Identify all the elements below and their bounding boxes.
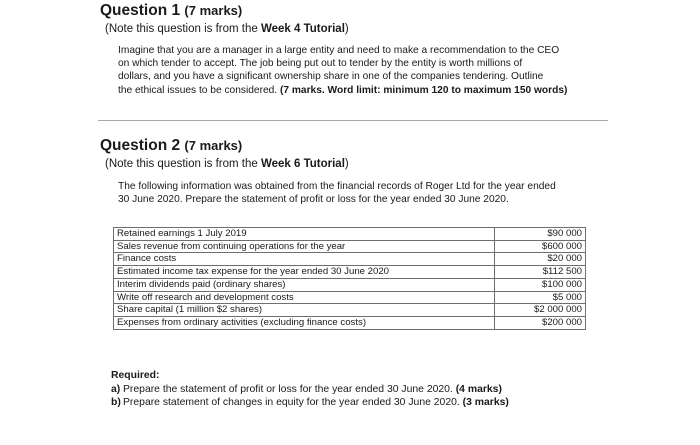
question-1-marks: (7 marks) <box>184 3 243 18</box>
row-label: Retained earnings 1 July 2019 <box>114 228 495 241</box>
row-amount: $90 000 <box>495 228 586 241</box>
question-2-paragraph <box>118 180 618 206</box>
paragraph-line <box>118 84 618 97</box>
row-amount: $100 000 <box>495 278 586 291</box>
question-2-note <box>105 158 349 170</box>
row-amount: $5 000 <box>495 291 586 304</box>
note-close: ) <box>344 158 349 170</box>
table-row <box>114 228 586 241</box>
table-row <box>114 253 586 266</box>
section-divider <box>98 120 608 121</box>
table-row <box>114 316 586 329</box>
question-1-note <box>105 23 349 35</box>
note-text: (Note this question is from the <box>105 158 261 170</box>
note-tutorial: Week 4 Tutorial <box>260 23 345 35</box>
row-amount: $112 500 <box>495 266 586 279</box>
paragraph-text: the ethical issues to be considered. <box>118 84 280 96</box>
row-label: Sales revenue from continuing operations for the year <box>114 240 495 253</box>
required-item <box>111 396 509 410</box>
table-row <box>114 291 586 304</box>
question-2-title <box>100 137 242 155</box>
question-1-heading: Question 1 <box>100 2 181 19</box>
item-marks: (3 marks) <box>462 397 509 408</box>
required-item <box>111 383 509 397</box>
row-label: Finance costs <box>114 253 495 266</box>
row-label: Estimated income tax expense for the year ended 30 June 2020 <box>114 266 495 279</box>
item-text: Prepare the statement of profit or loss for the year ended 30 June 2020. <box>123 383 456 395</box>
row-label: Interim dividends paid (ordinary shares) <box>114 278 495 291</box>
note-tutorial: Week 6 Tutorial <box>260 158 345 170</box>
table-row <box>114 304 586 317</box>
paragraph-line: Imagine that you are a manager in a large entity and need to make a recommendation to the CEO <box>118 45 560 56</box>
note-close: ) <box>344 23 349 35</box>
note-text: (Note this question is from the <box>105 23 261 35</box>
required-heading: Required: <box>111 370 160 381</box>
word-limit: (7 marks. Word limit: minimum 120 to maximum 150 words) <box>279 84 568 96</box>
row-amount: $600 000 <box>495 240 586 253</box>
row-label: Expenses from ordinary activities (excluding finance costs) <box>114 316 495 329</box>
row-amount: $20 000 <box>495 253 586 266</box>
item-letter: b) <box>111 397 121 408</box>
table-row <box>114 266 586 279</box>
paragraph-line: 30 June 2020. Prepare the statement of profit or loss for the year ended 30 June 2020. <box>118 194 509 206</box>
question-1-title <box>100 2 242 20</box>
table-row <box>114 240 586 253</box>
row-amount: $200 000 <box>495 316 586 329</box>
row-label: Share capital (1 million $2 shares) <box>114 304 495 317</box>
question-2-marks: (7 marks) <box>184 138 243 153</box>
required-section <box>111 369 509 410</box>
question-2-heading: Question 2 <box>100 137 181 154</box>
paragraph-line: dollars, and you have a significant ownership share in one of the companies tendering. Outline <box>118 71 544 83</box>
row-label: Write off research and development costs <box>114 291 495 304</box>
row-amount: $2 000 000 <box>495 304 586 317</box>
financial-records-table <box>113 227 586 330</box>
item-marks: (4 marks) <box>455 383 502 395</box>
item-text: Prepare statement of changes in equity for the year ended 30 June 2020. <box>123 397 463 408</box>
item-letter: a) <box>111 383 121 395</box>
question-1-paragraph <box>118 44 618 97</box>
paragraph-line: on which tender to accept. The job being put out to tender by the entity is worth millions of <box>118 58 523 70</box>
table-row <box>114 278 586 291</box>
paragraph-line: The following information was obtained from the financial records of Roger Ltd for the year ended <box>118 181 556 192</box>
